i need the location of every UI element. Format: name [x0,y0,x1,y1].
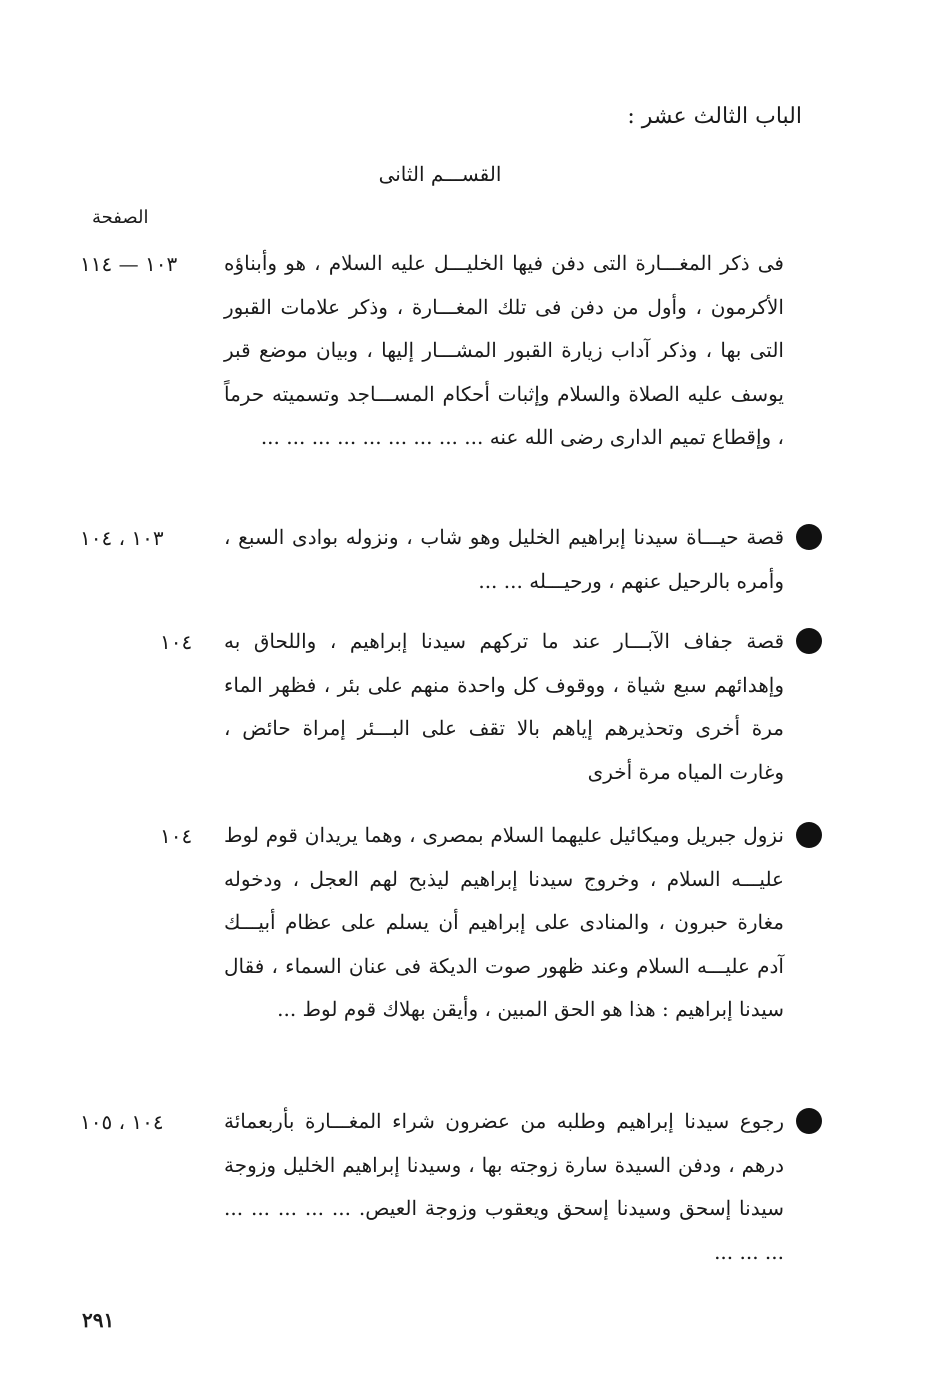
entry-page-range: ١٠٤ [160,824,193,848]
entry-text: قصة جفاف الآبـــار عند ما تركهم سيدنا إبراهيم ، واللحاق به وإهدائهم سبع شياة ، ووقوف كل واحدة منهم على بئر ، فظهر الماء مرة أخرى وتحذيرهم إياهم بالا تقف على البـــئر إمراة حائض ، وغارت المياه مرة أخرى [224,629,784,784]
entry-page-range: ١٠٤ [160,630,193,654]
toc-entry [224,516,784,603]
entry-page-range: ١٠٤ ، ١٠٥ [80,1110,164,1134]
bullet-icon [796,822,822,848]
page-column-label: الصفحة [92,207,149,228]
entry-text: قصة حيـــاة سيدنا إبراهيم الخليل وهو شاب ، ونزوله بوادى السبع ، وأمره بالرحيل عنهم ، ورحيـــله ... ... [224,525,784,593]
page-number: ٢٩١ [82,1308,115,1332]
chapter-heading: الباب الثالث عشر : [627,104,802,129]
toc-entry [224,620,784,794]
entry-page-range: ١٠٣ — ١١٤ [80,252,178,276]
bullet-icon [796,628,822,654]
entry-text: نزول جبريل وميكائيل عليهما السلام بمصرى ، وهما يريدان قوم لوط عليـــه السلام ، وخروج سيدنا إبراهيم ليذبح لهم العجل ، ودخوله مغارة حبرون ، والمنادى على إبراهيم أن يسلم على عظام أبيـــك آدم عليـــه السلام وعند ظهور صوت الديكة فى عنان السماء ، فقال سيدنا إبراهيم : هذا هو الحق المبين ، وأيقن بهلاك قوم لوط ... [224,823,784,1021]
section-heading: القســـم الثانى [378,162,502,186]
toc-entry [224,1100,784,1274]
bullet-icon [796,524,822,550]
entry-text: فى ذكر المغـــارة التى دفن فيها الخليـــل عليه السلام ، هو وأبناؤه الأكرمون ، وأول من دفن فى تلك المغـــارة ، وذكر علامات القبور التى بها ، وذكر آداب زيارة القبور المشـــار إليها ، وبيان موضع قبر يوسف عليه الصلاة والسلام وإثبات أحكام المســـاجد وتسميته حرماً ، وإقطاع تميم الدارى رضى الله عنه ... ... ... ... ... ... ... ... ... [224,251,784,449]
bullet-icon [796,1108,822,1134]
toc-entry [224,242,784,460]
toc-entry [224,814,784,1032]
entry-page-range: ١٠٣ ، ١٠٤ [80,526,164,550]
entry-text: رجوع سيدنا إبراهيم وطلبه من عضرون شراء المغـــارة بأربعمائة درهم ، ودفن السيدة سارة زوجته بها ، وسيدنا إبراهيم الخليل وزوجة سيدنا إسحق وسيدنا إسحق ويعقوب وزوجة العيص. ... ... ... ... ... ... ... ... [224,1109,784,1264]
